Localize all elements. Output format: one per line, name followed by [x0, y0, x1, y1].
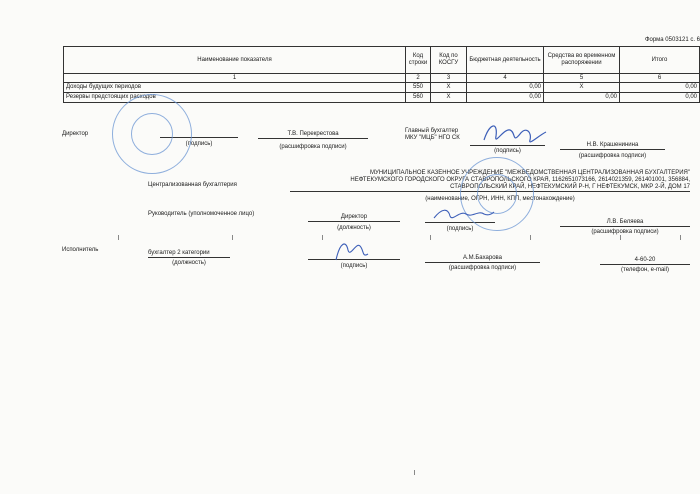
chief-accountant-name-caption: (расшифровка подписи) — [578, 153, 647, 159]
stamp-seal-icon — [112, 94, 192, 174]
row-line-code: 560 — [406, 93, 431, 103]
row-total: 0,00 — [620, 93, 700, 103]
header-cell: Наименование показателя — [64, 47, 406, 74]
tick-mark — [620, 235, 621, 240]
org-line-1: МУНИЦИПАЛЬНОЕ КАЗЕННОЕ УЧРЕЖДЕНИЕ "МЕЖВЕДОМСТВЕННАЯ ЦЕНТРАЛИЗОВАННАЯ БУХГАЛТЕРИЯ" — [370, 170, 690, 176]
header-cell: Код строки — [406, 47, 431, 74]
handwritten-signature-icon — [430, 202, 496, 226]
row-kosgu: X — [431, 83, 467, 93]
row-budget: 0,00 — [467, 93, 544, 103]
tick-mark — [118, 235, 119, 240]
head-name-caption: (расшифровка подписи) — [591, 229, 659, 235]
director-name: Т.В. Перекрестова — [258, 131, 368, 139]
table-header-row — [64, 47, 700, 74]
director-name-caption: (расшифровка подписи) — [279, 144, 347, 150]
centralized-label: Централизованная бухгалтерия — [148, 182, 237, 188]
director-label: Директор — [62, 131, 89, 137]
director-signature-caption: (подпись) — [185, 141, 213, 147]
tick-mark — [322, 235, 323, 240]
org-line-3: СТАВРОПОЛЬСКИЙ КРАЙ, НЕФТЕКУМСКИЙ Р-Н, Г НЕФТЕКУМСК, МКР 2-Й, ДОМ 17 — [290, 184, 690, 192]
column-number-row — [64, 74, 700, 83]
executor-label: Исполнитель — [62, 247, 99, 253]
header-cell: Итого — [620, 47, 700, 74]
column-number: 2 — [406, 74, 431, 83]
row-name: Резервы предстоящих расходов — [64, 93, 406, 103]
tick-mark — [414, 470, 415, 475]
head-name: Л.В. Беляева — [560, 219, 690, 227]
column-number: 3 — [431, 74, 467, 83]
column-number: 4 — [467, 74, 544, 83]
row-kosgu: X — [431, 93, 467, 103]
org-caption: (наименование, ОГРН, ИНН, КПП, местонахождение) — [425, 196, 575, 202]
chief-accountant-name: Н.В. Крашенинина — [560, 142, 665, 150]
head-label: Руководитель (уполномоченное лицо) — [148, 211, 255, 217]
handwritten-signature-icon — [328, 236, 376, 264]
form-number: Форма 0503121 с. 6 — [644, 37, 700, 43]
chief-accountant-signature-caption: (подпись) — [494, 148, 521, 154]
row-total: 0,00 — [620, 83, 700, 93]
head-position: Директор — [308, 214, 400, 222]
head-signature-caption: (подпись) — [446, 226, 474, 232]
row-temp: X — [544, 83, 620, 93]
tick-mark — [430, 235, 431, 240]
executor-name: А.М.Бахарова — [425, 255, 540, 263]
row-budget: 0,00 — [467, 83, 544, 93]
executor-position-caption: (должность) — [172, 260, 206, 266]
executor-signature-caption: (подпись) — [340, 263, 368, 269]
chief-accountant-label: Главный бухгалтер — [405, 128, 459, 134]
row-line-code: 550 — [406, 83, 431, 93]
tick-mark — [232, 235, 233, 240]
head-position-caption: (должность) — [337, 225, 371, 231]
header-cell: Код по КОСГУ — [431, 47, 467, 74]
column-number: 6 — [620, 74, 700, 83]
phone-caption: (телефон, e-mail) — [621, 267, 669, 273]
org-line-2: НЕФТЕКУМСКОГО ГОРОДСКОГО ОКРУГА СТАВРОПОЛЬСКОГО КРАЯ, 1162651073166, 2614021359, 261401001, 356884, — [350, 177, 690, 183]
executor-position: бухгалтер 2 категории — [148, 250, 230, 258]
column-number: 1 — [64, 74, 406, 83]
table-row — [64, 83, 700, 93]
row-temp: 0,00 — [544, 93, 620, 103]
tick-mark — [680, 235, 681, 240]
header-cell: Бюджетная деятельность — [467, 47, 544, 74]
phone: 4-60-20 — [600, 257, 690, 265]
header-cell: Средства во временном распоряжении — [544, 47, 620, 74]
column-number: 5 — [544, 74, 620, 83]
chief-accountant-org: МКУ "МЦБ" НГО СК — [405, 135, 460, 141]
handwritten-signature-icon — [480, 118, 550, 152]
row-name: Доходы будущих периодов — [64, 83, 406, 93]
executor-name-caption: (расшифровка подписи) — [448, 265, 517, 271]
tick-mark — [530, 235, 531, 240]
